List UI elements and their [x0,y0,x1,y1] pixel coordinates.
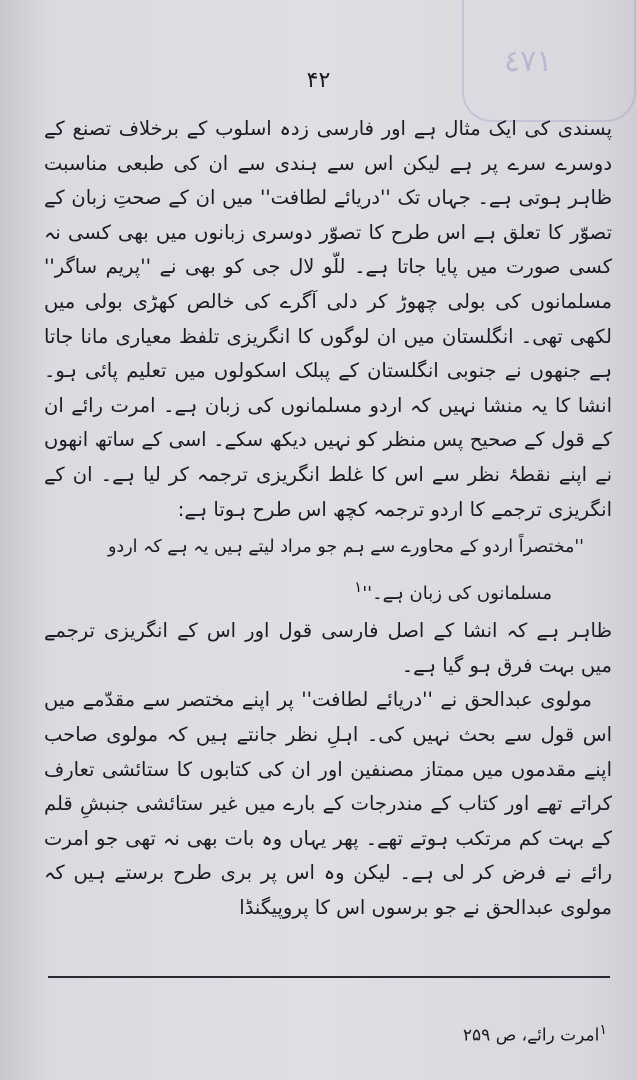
paragraph-1: پسندی کی ایک مثال ہے اور فارسی زدہ اسلوب کے برخلاف تصنع کے دوسرے سرے پر ہے لیکن اس سے ہندی سے ان کی طبعی مناسبت ظاہر ہوتی ہے۔ جہاں تک ''دریائے لطافت'' میں ان کے صحتِ زبان کے تصوّر کا تعلق ہے اس طرح کا تصوّر دوسری زبانوں میں بھی کسی نہ کسی صورت میں پایا جاتا ہے۔ للّو لال جی کو بھی نے ''پریم ساگر'' مسلمانوں کی بولی چھوڑ کر دلی آگرے کی خالص کھڑی بولی میں لکھی تھی۔ انگلستان میں ان لوگوں کا انگریزی تلفظ معیاری مانا جاتا ہے جنھوں نے جنوبی انگلستان کے پبلک اسکولوں میں تعلیم پائی ہو۔ انشا کا یہ منشا نہیں کہ اردو مسلمانوں کی زبان ہے۔ امرت رائے ان کے قول کے صحیح پس منظر کو نہیں دیکھ سکے۔ اسی کے ساتھ انھوں نے اپنے نقطۂ نظر سے اس کا غلط انگریزی ترجمہ کر لیا ہے۔ ان کے انگریزی ترجمے کا اردو ترجمہ کچھ اس طرح ہوتا ہے: [44,117,612,521]
paragraph-2: ظاہر ہے کہ انشا کے اصل فارسی قول اور اس کے انگریزی ترجمے میں بہت فرق ہو گیا ہے۔ [44,619,612,677]
paragraph-3: مولوی عبدالحق نے ''دریائے لطافت'' پر اپنے مختصر سے مقدّمے میں اس قول سے بحث نہیں کی۔ اہلِ نظر جانتے ہیں کہ مولوی صاحب اپنے مقدموں میں ممتاز مصنفین اور ان کی کتابوں کا ستائشی تعارف کراتے تھے اور کتاب کے مندرجات کے بارے میں غیر ستائشی جنبشِ قلم کے بہت کم مرتکب ہوتے تھے۔ پھر یہاں وہ بات بھی نہ تھی جو امرت رائے نے فرض کر لی ہے۔ لیکن وہ اس پر بری طرح برستے ہیں کہ مولوی عبدالحق نے جو برسوں اس کا پروپیگنڈا [44,688,612,919]
footnote-text: امرت رائے، ص ۲۵۹ [462,1025,600,1046]
footnote [463,1022,607,1046]
block-quote-line-2 [44,567,612,614]
block-quote-line-1: ''مختصراً اردو کے محاورے سے ہم جو مراد لیتے ہیں یہ ہے کہ اردو [107,537,584,558]
body-text [44,112,612,925]
page-number: ۴۲ [306,68,331,93]
block-quote-text: مسلمانوں کی زبان ہے۔'' [362,583,552,605]
footnote-reference: ۱ [354,578,363,597]
library-stamp [462,0,636,122]
footnote-divider [48,976,610,978]
footnote-marker: ۱ [599,1022,607,1038]
stamp-text: ٤٧١ [504,44,553,79]
